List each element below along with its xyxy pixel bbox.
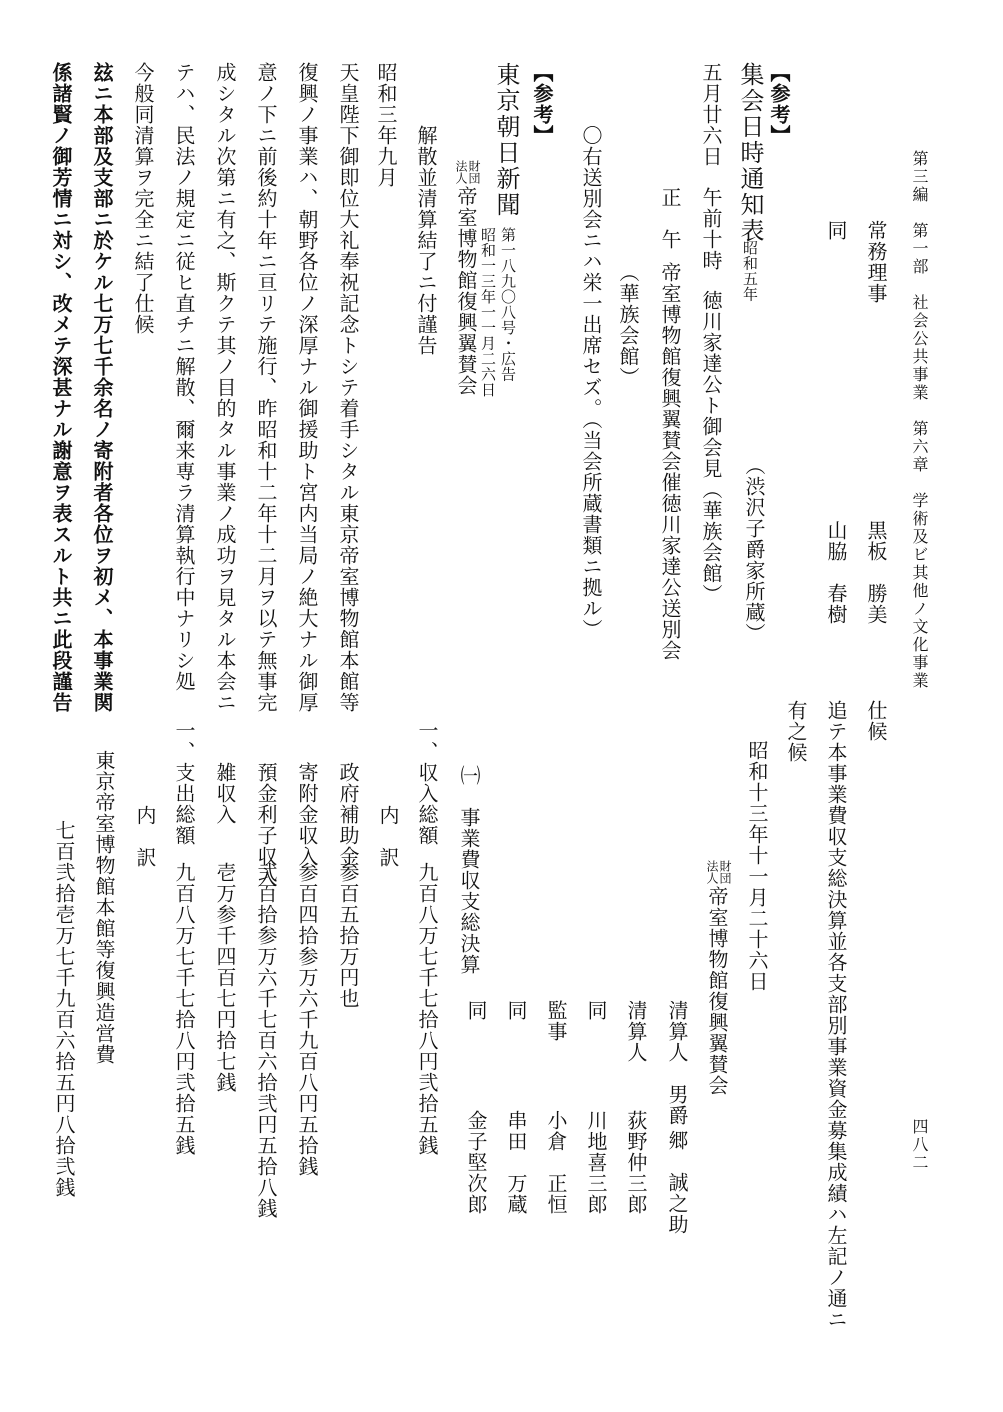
body-line-1: 天皇陛下御即位大礼奉祝記念トシテ着手シタル東京帝室博物館本館等 xyxy=(336,62,360,713)
editor-note: 〇右送別会ニハ栄一出席セズ。（当会所蔵書類ニ拠ル） xyxy=(579,125,603,640)
income-item-label-3: 預金利子収入 xyxy=(254,762,278,888)
income-item-label-2: 寄附金収入 xyxy=(295,762,319,867)
zaidan-hojin-right: 財団 法人 xyxy=(705,860,732,884)
newspaper-date: 昭和一三年一一月二六日 xyxy=(479,227,497,398)
signer-title-1: 清算人 男爵 xyxy=(665,1000,689,1126)
body-line-3: 意ノ下ニ前後約十年ニ亘リテ施行、昨昭和十二年十二月ヲ以テ無事完 xyxy=(254,62,278,713)
signer-name-4: 小倉 正恒 xyxy=(544,1110,568,1215)
advert-org: 財団 法人 帝室博物館復興翼賛会 xyxy=(454,160,481,396)
expense-item: 東京帝室博物館本館等復興造営費 xyxy=(92,750,116,1065)
running-header: 第三編 第一部 社会公共事業 第六章 学術及ビ其他ノ文化事業 xyxy=(910,150,929,690)
signer-name-2: 荻野仲三郎 xyxy=(624,1110,648,1215)
expense-total: 九百八万七千七拾八円弐拾五銭 xyxy=(172,862,196,1156)
notice-table-year: 昭和五年 xyxy=(741,240,759,302)
notice-date: 昭和十三年十一月二十六日 xyxy=(745,740,769,992)
page-number: 四八二 xyxy=(910,1118,929,1172)
expense-label: 一、支出総額 xyxy=(172,720,196,846)
event-2-text: 帝室博物館復興翼賛会催徳川家達公送別会 xyxy=(658,262,682,661)
event-2-place: （華族会館） xyxy=(616,262,640,388)
expense-breakdown-label: 内 訳 xyxy=(133,805,157,868)
event-1-time: 午前十時 xyxy=(699,187,723,271)
signer-title-5: 同 xyxy=(504,1000,528,1021)
signer-2-name: 山脇 春樹 xyxy=(824,520,848,625)
body-date: 昭和三年九月 xyxy=(374,62,398,188)
advert-title: 解散並清算結了ニ付謹告 xyxy=(414,125,438,356)
newspaper-issue: 第一八九〇八号・広告 xyxy=(499,227,517,382)
income-item-value-2: 参百四拾参万六千九百八円五拾銭 xyxy=(295,862,319,1177)
income-total: 九百八万七千七拾八円弐拾五銭 xyxy=(415,862,439,1156)
signer-title-3: 同 xyxy=(584,1000,608,1021)
income-item-value-1: 参百五拾万円也 xyxy=(336,862,360,1009)
body-line-6: 今般同清算ヲ完全ニ結了仕候 xyxy=(131,62,155,335)
signer-name-1: 郷 誠之助 xyxy=(665,1130,689,1235)
income-item-value-4: 壱万参千四百七円拾七銭 xyxy=(213,862,237,1093)
body-line-2: 復興ノ事業ハ、朝野各位ノ深厚ナル御援助ト宮内当局ノ絶大ナル御厚 xyxy=(295,62,319,713)
signer-title-6: 同 xyxy=(464,1000,488,1021)
newspaper-name: 東京朝日新聞 xyxy=(492,62,520,218)
lead-line-2: 追テ本事業費収支総決算並各支部別事業資金募集成績ハ左記ノ通ニ xyxy=(824,700,848,1330)
section-title: ㈠ 事業費収支総決算 xyxy=(457,765,481,975)
signer-name-3: 川地喜三郎 xyxy=(584,1110,608,1215)
signer-name-6: 金子堅次郎 xyxy=(464,1110,488,1215)
body-line-5: テハ、民法ノ規定ニ従ヒ直チニ解散、爾来専ラ清算執行中ナリシ処 xyxy=(172,62,196,692)
notice-table-title: 集会日時通知表 xyxy=(736,62,764,244)
body-line-4: 成シタル次第ニ有之、斯クテ其ノ目的タル事業ノ成功ヲ見タル本会ニ xyxy=(213,62,237,713)
income-item-label-4: 雑収入 xyxy=(213,762,237,825)
signer-1-title: 常務理事 xyxy=(864,220,888,304)
signer-2-title: 同 xyxy=(824,220,848,241)
signer-title-4: 監事 xyxy=(544,1000,568,1042)
reference-label-1: 【参考】 xyxy=(767,62,791,146)
event-2-time: 正 午 xyxy=(658,187,682,250)
zaidan-hojin: 財団 法人 xyxy=(454,160,481,184)
signer-name-5: 串田 万蔵 xyxy=(504,1110,528,1215)
income-breakdown-label: 内 訳 xyxy=(376,805,400,868)
lead-line-3: 有之候 xyxy=(784,700,808,763)
event-1-date: 五月廿六日 xyxy=(699,62,723,167)
event-1-text: 徳川家達公ト御会見（華族会館） xyxy=(699,290,723,605)
income-item-value-3: 弐百拾参万六千七百六拾弐円五拾八銭 xyxy=(254,862,278,1219)
signer-title-2: 清算人 xyxy=(624,1000,648,1063)
income-label: 一、収入総額 xyxy=(415,720,439,846)
right-org: 財団 法人 帝室博物館復興翼賛会 xyxy=(705,860,732,1096)
source-note: （渋沢子爵家所蔵） xyxy=(742,455,766,644)
body-line-7: 玆ニ本部及支部ニ於ケル七万七千余名ノ寄附者各位ヲ初メ、本事業関 xyxy=(90,62,114,713)
body-line-8: 係諸賢ノ御芳情ニ対シ、改メテ深甚ナル謝意ヲ表スルト共ニ此段謹告 xyxy=(49,62,73,713)
lead-line-1: 仕候 xyxy=(864,700,888,742)
expense-value: 七百弐拾壱万七千九百六拾五円八拾弐銭 xyxy=(52,820,76,1198)
signer-1-name: 黒板 勝美 xyxy=(864,520,888,625)
reference-label-2: 【参考】 xyxy=(530,62,554,146)
income-item-label-1: 政府補助金 xyxy=(336,762,360,867)
